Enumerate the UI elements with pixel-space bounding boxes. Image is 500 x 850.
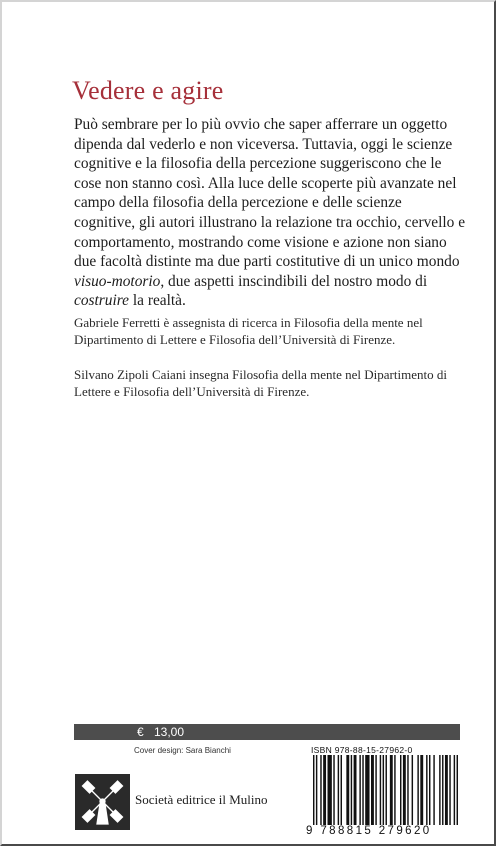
windmill-icon: [75, 774, 130, 830]
barcode-bar: [338, 755, 339, 825]
blurb-emphasis-2: costruire: [74, 292, 130, 310]
barcode-bar: [333, 755, 334, 825]
barcode-bar: [386, 755, 387, 825]
blurb-text-3: la realtà.: [129, 292, 186, 310]
currency-symbol: €: [137, 725, 144, 739]
barcode-bar: [454, 755, 455, 825]
author-bio-ferretti: Gabriele Ferretti è assegnista di ricerca in Filosofia della mente nel Dipartimento di Lettere e Filosofia dell’Università di Firenze.: [74, 315, 423, 347]
blurb-paragraph: [74, 115, 466, 311]
barcode-bar: [365, 755, 369, 825]
barcode-bar: [375, 755, 376, 825]
barcode-bar: [354, 755, 357, 825]
barcode-bar: [433, 755, 434, 825]
isbn-label: ISBN 978-88-15-27962-0: [311, 745, 413, 755]
barcode: [311, 755, 461, 827]
blurb: [74, 115, 466, 311]
price-amount: 13,00: [154, 725, 185, 739]
isbn-digits: 9 788815 279620: [306, 825, 432, 837]
price-bar: [74, 724, 460, 740]
barcode-bar: [383, 755, 384, 825]
blurb-text-2: , due aspetti inscindibili del nostro modo di: [160, 272, 428, 290]
barcode-bar: [394, 755, 395, 825]
barcode-bar: [323, 755, 326, 825]
barcode-bar: [359, 755, 360, 825]
barcode-bar: [449, 755, 450, 825]
barcode-bar: [313, 755, 314, 825]
barcode-bar: [316, 755, 317, 825]
barcode-bar: [320, 755, 321, 825]
book-title: Vedere e agire: [72, 76, 224, 105]
barcode-bar: [420, 755, 423, 825]
barcode-bar: [445, 755, 448, 825]
barcode-bar: [351, 755, 352, 825]
barcode-bar: [429, 755, 430, 825]
barcode-bar: [407, 755, 408, 825]
blurb-text-1: Può sembrare per lo più ovvio che saper afferrare un oggetto dipenda dal vederlo e non viceversa. Tuttavia, oggi le scienze cognitive e la filosofia della percezione suggeriscono che le cose non stanno così. Alla luce delle scoperte più avanzate nel campo della filosofia della percezione e delle scienze cognitive, gli autori illustrano la relazione tra occhio, cervello e comportamento, mostrando come visione e azione non siano due facoltà distinte ma due parti costitutive di un unico mondo: [74, 116, 466, 271]
publisher-name: Società editrice il Mulino: [135, 792, 268, 807]
barcode-bar: [400, 755, 401, 825]
barcode-bar: [442, 755, 443, 825]
barcode-bar: [362, 755, 363, 825]
blurb-emphasis-1: visuo-motorio: [74, 272, 161, 290]
barcode-bar: [380, 755, 381, 825]
barcode-bar: [390, 755, 393, 825]
author-bio-zipoli-caiani: Silvano Zipoli Caiani insegna Filosofia della mente nel Dipartimento di Lettere e Filosofia dell’Università di Firenze.: [74, 367, 447, 399]
barcode-bar: [439, 755, 440, 825]
cover-design-credit: Cover design: Sara Bianchi: [134, 746, 231, 755]
barcode-bar: [346, 755, 349, 825]
barcode-bar: [328, 755, 332, 825]
barcode-bar: [417, 755, 418, 825]
barcode-bar: [403, 755, 406, 825]
barcode-bar: [341, 755, 342, 825]
barcode-bar: [371, 755, 374, 825]
barcode-bar: [412, 755, 413, 825]
windmill-logo-graphic: [75, 774, 130, 830]
barcode-bar: [426, 755, 427, 825]
barcode-bar: [457, 755, 458, 825]
